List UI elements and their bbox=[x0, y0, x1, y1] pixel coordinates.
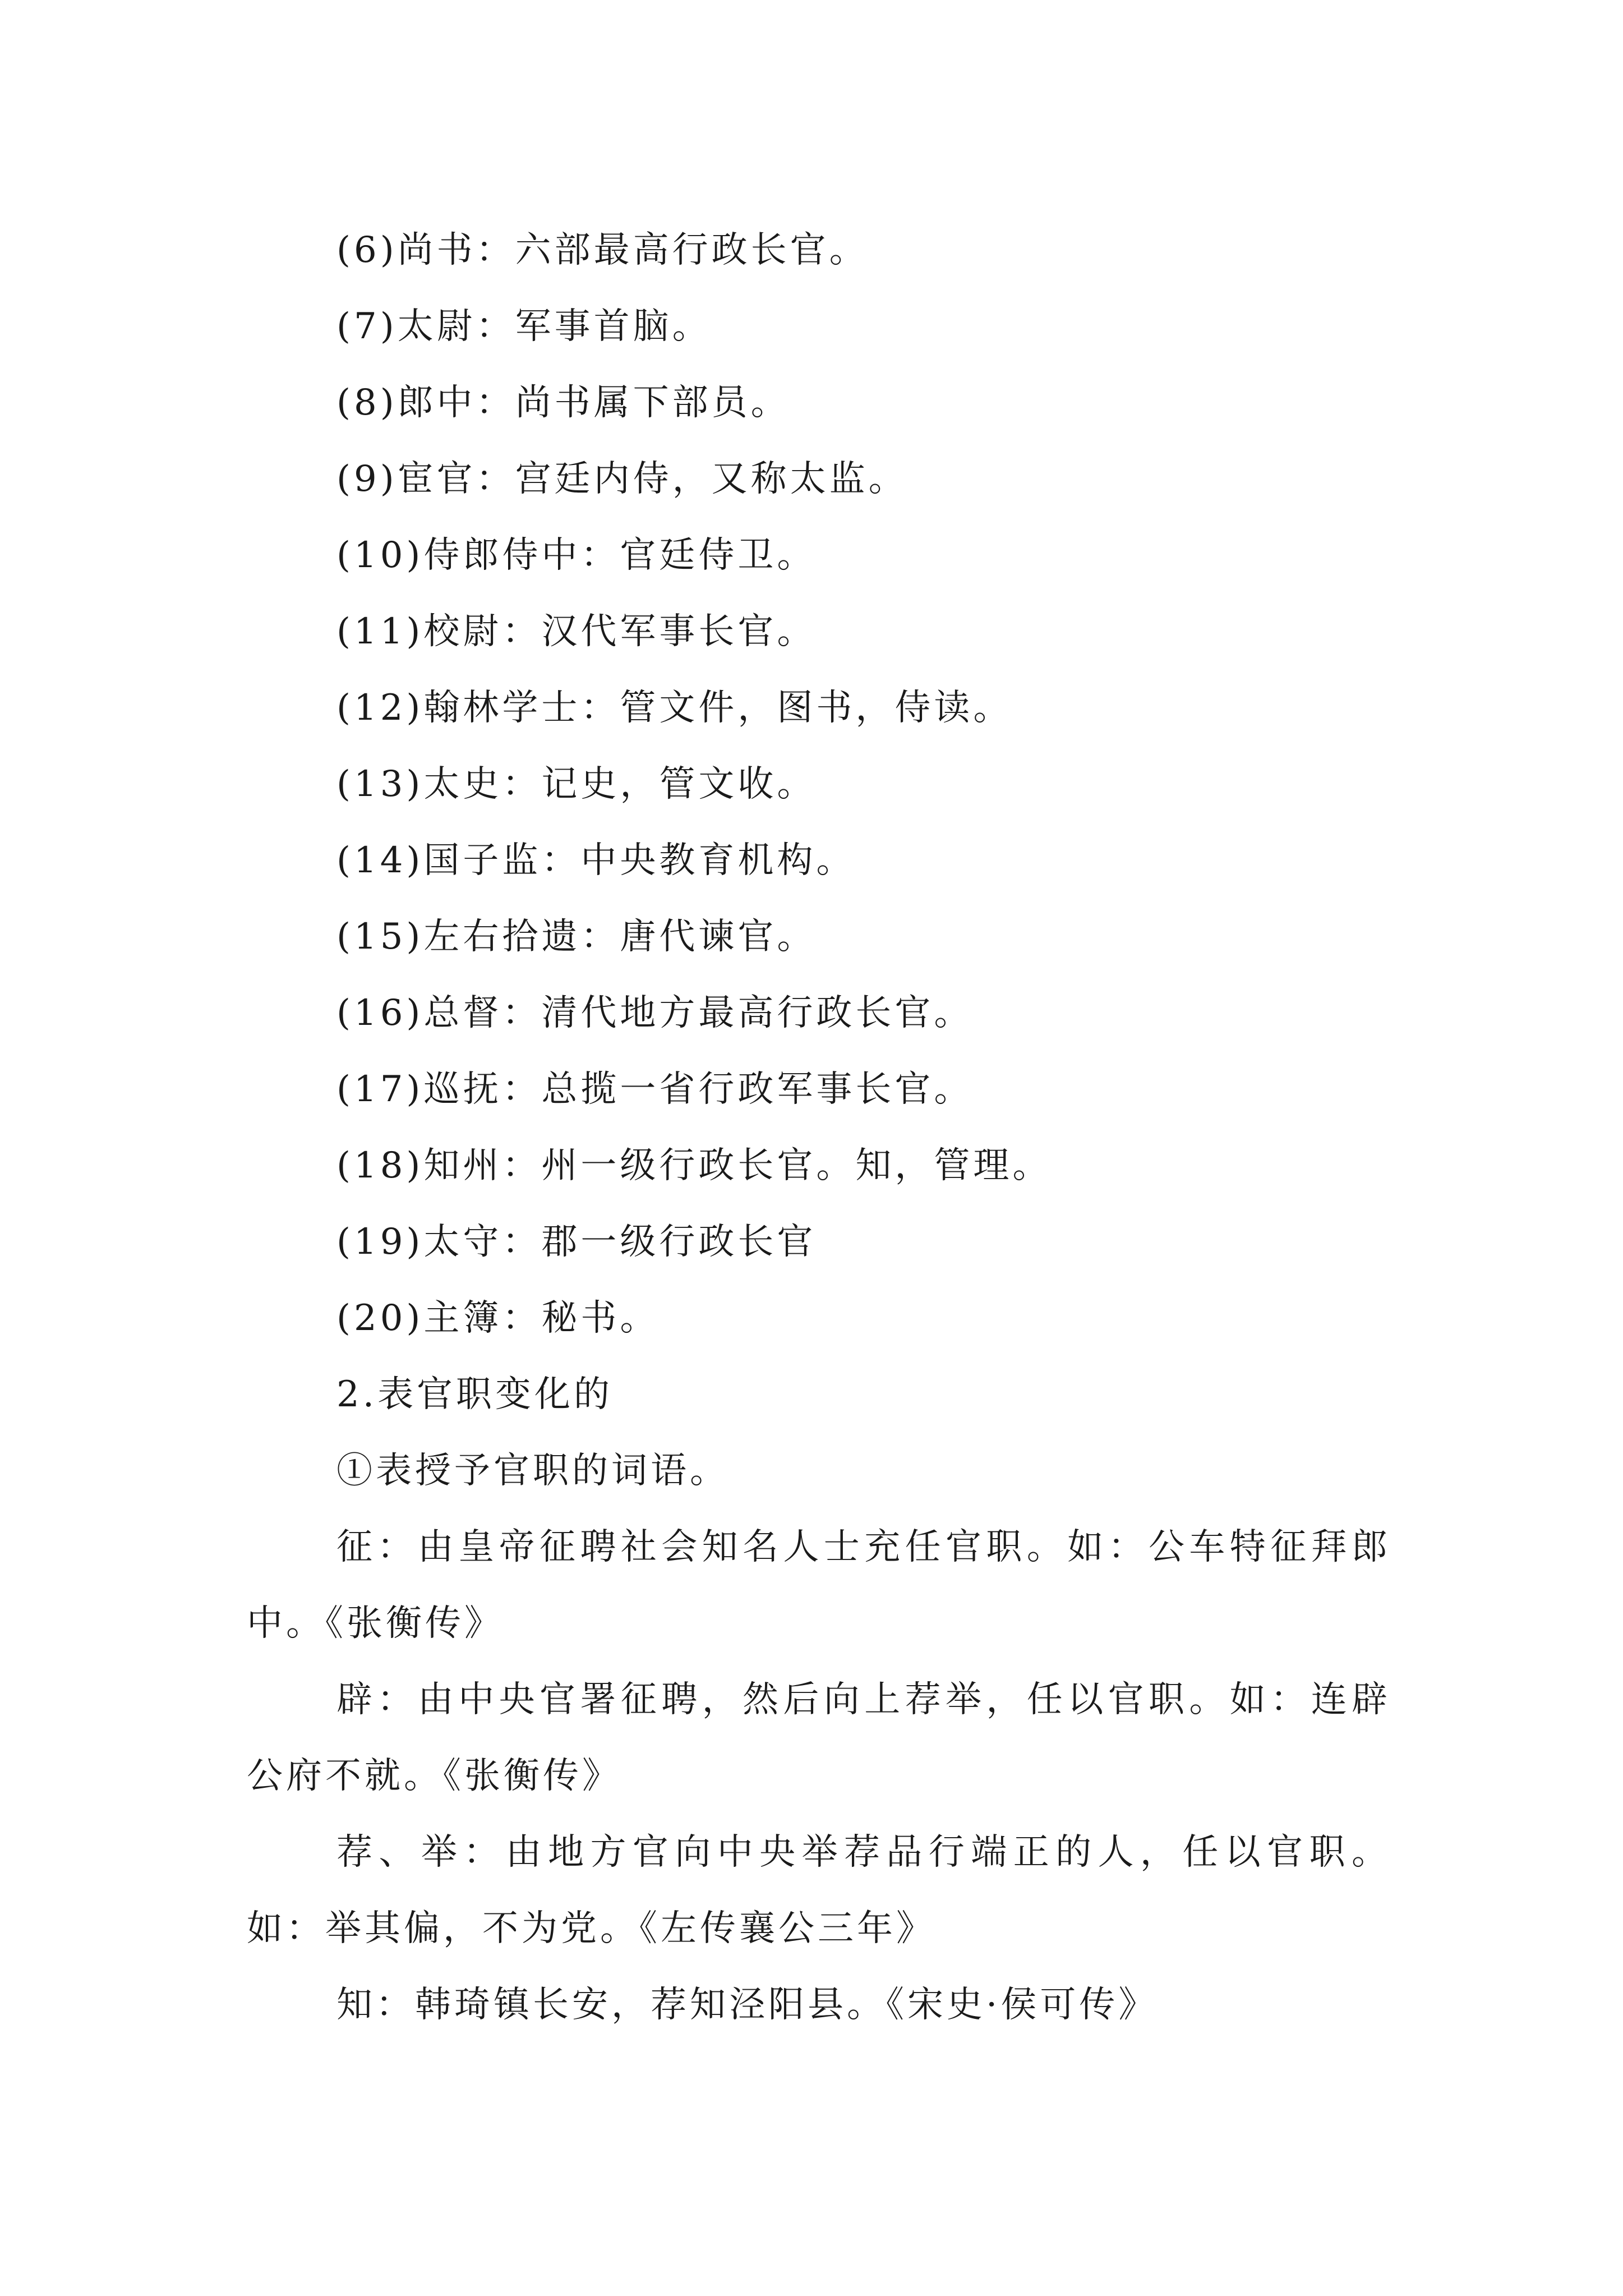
list-item: (8)郎中：尚书属下部员。 bbox=[336, 382, 790, 424]
sub-heading: ①表授予官职的词语。 bbox=[336, 1450, 729, 1492]
list-item: (14)国子监：中央教育机构。 bbox=[336, 840, 856, 881]
list-item: (18)知州：州一级行政长官。知，管理。 bbox=[336, 1145, 1052, 1186]
list-item: (20)主簿：秘书。 bbox=[336, 1297, 660, 1339]
paragraph-bi: 辟：由中央官署征聘，然后向上荐举，任以官职。如：连辟公府不就。《张衡传》 bbox=[247, 1679, 1391, 1797]
paragraph-zhi: 知：韩琦镇长安，荐知泾阳县。《宋史·侯可传》 bbox=[336, 1984, 1158, 2026]
list-item: (12)翰林学士：管文件，图书，侍读。 bbox=[336, 687, 1013, 729]
section-heading: 2.表官职变化的 bbox=[336, 1374, 614, 1415]
list-item: (10)侍郎侍中：官廷侍卫。 bbox=[336, 535, 817, 576]
paragraph-zheng: 征：由皇帝征聘社会知名人士充任官职。如：公车特征拜郎中。《张衡传》 bbox=[247, 1526, 1391, 1644]
list-item: (15)左右拾遗：唐代谏官。 bbox=[336, 916, 817, 958]
list-item: (6)尚书：六部最高行政长官。 bbox=[336, 229, 869, 271]
list-item: (11)校尉：汉代军事长官。 bbox=[336, 611, 817, 652]
list-item: (17)巡抚：总揽一省行政军事长官。 bbox=[336, 1069, 974, 1110]
list-item: (9)宦官：宫廷内侍，又称太监。 bbox=[336, 458, 908, 500]
list-item: (19)太守：郡一级行政长官 bbox=[336, 1221, 817, 1263]
list-item: (13)太史：记史，管文收。 bbox=[336, 763, 817, 805]
list-item: (16)总督：清代地方最高行政长官。 bbox=[336, 992, 974, 1034]
paragraph-jian-ju: 荐、举：由地方官向中央举荐品行端正的人，任以官职。如：举其偏，不为党。《左传襄公三年》 bbox=[247, 1832, 1391, 1949]
list-item: (7)太尉：军事首脑。 bbox=[336, 306, 712, 347]
document-body bbox=[247, 212, 1391, 2043]
